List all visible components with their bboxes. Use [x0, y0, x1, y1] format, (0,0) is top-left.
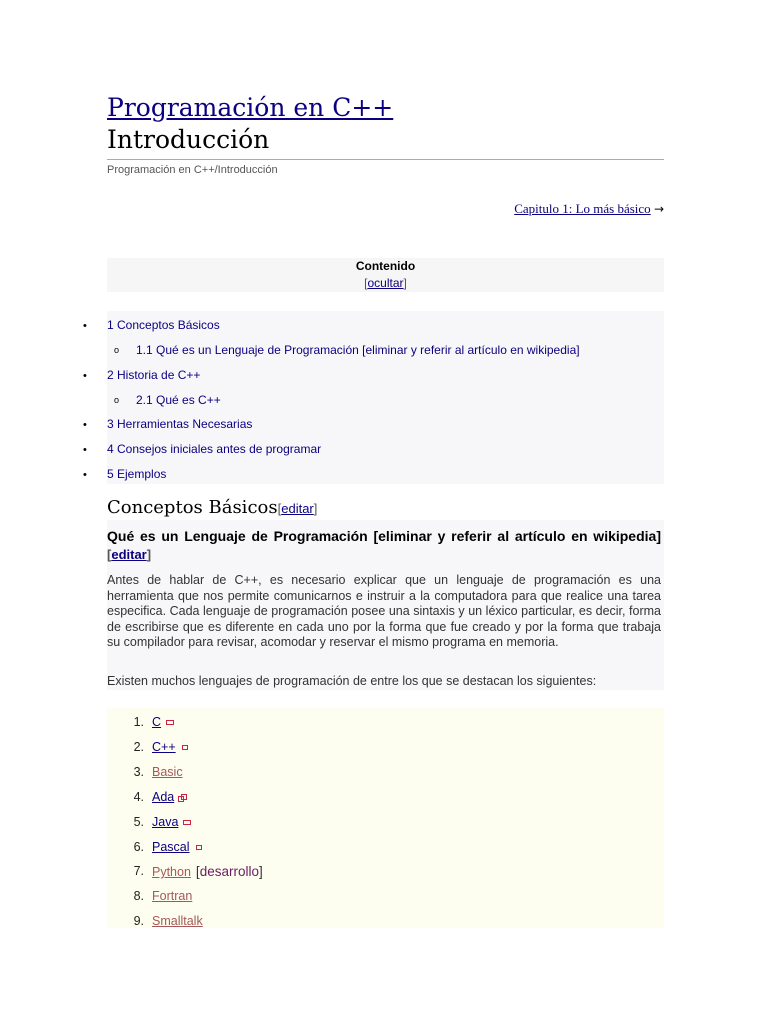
edit-bracket-close: ]: [146, 547, 152, 562]
language-entry-python: [152, 864, 263, 879]
book-title-link[interactable]: Programación en C++: [107, 93, 394, 122]
list-number: 9.: [133, 914, 144, 928]
language-name[interactable]: C++: [152, 740, 176, 754]
external-link-icon: [196, 845, 202, 850]
development-link[interactable]: desarrollo: [199, 864, 259, 879]
language-name[interactable]: Java: [152, 815, 179, 829]
bullet-icon: o: [114, 345, 120, 355]
subsection-heading: [107, 527, 661, 564]
list-number: 6.: [133, 840, 144, 854]
section-heading: [107, 497, 664, 518]
language-link-c[interactable]: [152, 715, 174, 729]
language-link-cpp[interactable]: [152, 740, 188, 754]
language-link-python[interactable]: Python: [152, 865, 191, 879]
toc-item[interactable]: [83, 368, 201, 388]
language-link-basic[interactable]: Basic: [152, 765, 183, 779]
edit-bracket-close: ]: [313, 501, 318, 516]
toc-item-label[interactable]: 5 Ejemplos: [107, 467, 167, 481]
edit-bracket-open: [: [277, 501, 282, 516]
bullet-icon: o: [114, 395, 120, 405]
language-link-smalltalk[interactable]: Smalltalk: [152, 914, 203, 928]
toc-item[interactable]: [83, 442, 322, 462]
development-note: [196, 864, 263, 879]
toc-item[interactable]: [114, 343, 580, 363]
toc-list: [83, 311, 664, 484]
toc-item-label[interactable]: 1.1 Qué es un Lenguaje de Programación [eliminar y referir al artículo en wikipedia]: [136, 343, 580, 357]
toc-item[interactable]: [83, 318, 220, 338]
note-bracket-open: [: [195, 864, 200, 879]
list-number: 1.: [133, 715, 144, 729]
page-title: Introducción: [107, 125, 270, 154]
edit-bracket-open: [: [107, 547, 112, 562]
language-name[interactable]: Pascal: [152, 840, 190, 854]
subsection-heading-text: Qué es un Lenguaje de Programación [eliminar y referir al artículo en wikipedia]: [107, 528, 661, 544]
toc-bracket-close: ]: [403, 276, 407, 290]
toc-item-label[interactable]: 2 Historia de C++: [107, 368, 201, 382]
language-link-fortran[interactable]: Fortran: [152, 889, 193, 903]
section-edit-link[interactable]: editar: [281, 501, 314, 516]
language-link-java[interactable]: [152, 815, 191, 829]
toc-header: [107, 258, 664, 292]
subsection-edit-link[interactable]: editar: [111, 547, 147, 562]
language-name[interactable]: Ada: [152, 790, 175, 804]
intro-paragraph: Antes de hablar de C++, es necesario explicar que un lenguaje de programación es una herramienta que nos permite comunicarnos e instruir a la computadora para que realice una tarea especifica. Cada lenguaje de programación posee una sintaxis y un léxico particular, es decir, forma de escribirse que es diferente en cada uno por la forma que fue creado y por la forma que trabaja su compilador para revisar, acomodar y reservar el mismo programa en memoria.: [107, 573, 661, 649]
bullet-icon: •: [83, 419, 87, 431]
language-link-ada[interactable]: [152, 790, 185, 804]
bullet-icon: •: [83, 320, 87, 332]
title-block: [107, 92, 664, 160]
toc-item-label[interactable]: 3 Herramientas Necesarias: [107, 417, 253, 431]
list-number: 4.: [133, 790, 144, 804]
language-link-pascal[interactable]: [152, 840, 202, 854]
bullet-icon: •: [83, 444, 87, 456]
list-number: 2.: [133, 740, 144, 754]
list-number: 3.: [133, 765, 144, 779]
bullet-icon: •: [83, 370, 87, 382]
list-number: 5.: [133, 815, 144, 829]
toc-item-label[interactable]: 1 Conceptos Básicos: [107, 318, 220, 332]
toc-item-label[interactable]: 2.1 Qué es C++: [136, 393, 221, 407]
toc-hide-link[interactable]: ocultar: [367, 276, 404, 290]
external-link-icon: [178, 794, 185, 801]
subsection-edit: [107, 547, 151, 562]
toc-toggle: [107, 276, 664, 290]
toc-item-label[interactable]: 4 Consejos iniciales antes de programar: [107, 442, 322, 456]
languages-list: [107, 708, 664, 928]
list-number: 7.: [133, 864, 144, 878]
section-edit: [278, 501, 318, 516]
toc-item[interactable]: [83, 417, 253, 437]
toc-item[interactable]: [114, 393, 221, 413]
breadcrumb: Programación en C++/Introducción: [107, 164, 278, 176]
bullet-icon: •: [83, 469, 87, 481]
toc-title: Contenido: [355, 259, 416, 273]
list-number: 8.: [133, 889, 144, 903]
note-bracket-close: ]: [258, 864, 263, 879]
next-chapter-link[interactable]: Capitulo 1: Lo más básico: [514, 201, 651, 216]
next-chapter-nav: [514, 201, 664, 217]
language-name[interactable]: C: [152, 715, 162, 729]
toc-bracket-open: [: [364, 276, 368, 290]
languages-intro-paragraph: Existen muchos lenguajes de programación de entre los que se destacan los siguientes:: [107, 674, 597, 688]
external-link-icon: [166, 720, 174, 725]
external-link-icon: [183, 820, 191, 825]
section-heading-text: Conceptos Básicos: [107, 497, 278, 518]
external-link-icon: [182, 745, 188, 750]
right-arrow-icon: →: [653, 202, 664, 216]
toc-item[interactable]: [83, 467, 167, 487]
